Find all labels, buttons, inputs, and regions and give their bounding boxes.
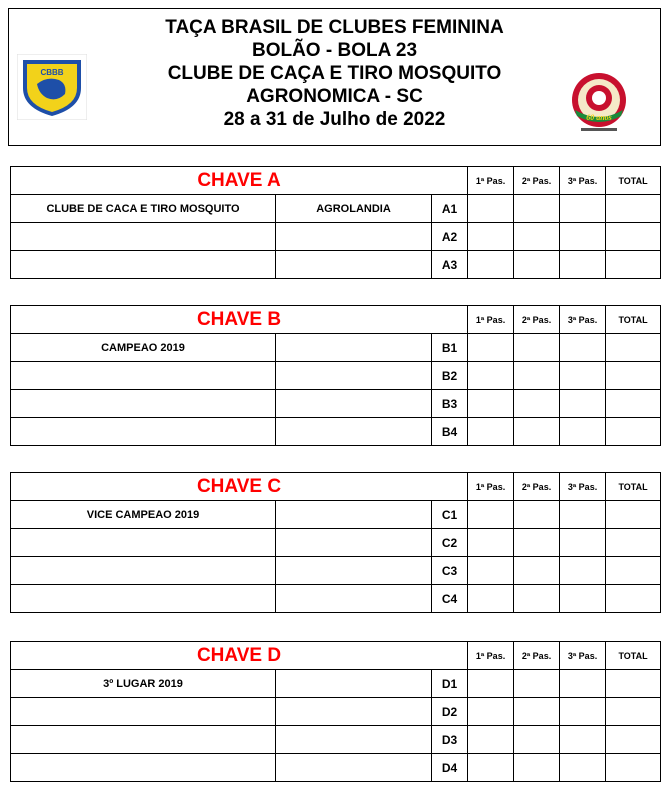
seat-cell: B1 [432, 334, 468, 362]
col-header-1a-pas: 1ª Pas. [468, 306, 514, 334]
col-header-1a-pas: 1ª Pas. [468, 167, 514, 195]
score-cell-2 [514, 418, 560, 446]
score-cell-1 [468, 501, 514, 529]
total-cell [606, 195, 661, 223]
score-cell-2 [514, 698, 560, 726]
city-cell [276, 670, 432, 698]
seat-cell: A2 [432, 223, 468, 251]
city-cell [276, 390, 432, 418]
team-cell: VICE CAMPEAO 2019 [11, 501, 276, 529]
score-cell-3 [560, 195, 606, 223]
seat-cell: B4 [432, 418, 468, 446]
event-dates: 28 a 31 de Julho de 2022 [223, 109, 446, 130]
table-row [11, 670, 661, 698]
table-row [11, 754, 661, 782]
table-row [11, 362, 661, 390]
seat-cell: B3 [432, 390, 468, 418]
score-cell-2 [514, 754, 560, 782]
score-cell-2 [514, 195, 560, 223]
score-cell-3 [560, 418, 606, 446]
total-cell [606, 390, 661, 418]
city-cell [276, 585, 432, 613]
city-cell [276, 334, 432, 362]
score-cell-3 [560, 557, 606, 585]
seat-cell: D2 [432, 698, 468, 726]
score-cell-3 [560, 334, 606, 362]
chave-c-table [10, 472, 661, 613]
col-header-total: TOTAL [606, 306, 661, 334]
score-cell-2 [514, 362, 560, 390]
score-cell-3 [560, 726, 606, 754]
city-cell [276, 362, 432, 390]
seat-cell: C2 [432, 529, 468, 557]
city-cell [276, 557, 432, 585]
score-cell-2 [514, 223, 560, 251]
team-cell [11, 529, 276, 557]
score-cell-1 [468, 334, 514, 362]
total-cell [606, 557, 661, 585]
col-header-1a-pas: 1ª Pas. [468, 473, 514, 501]
score-cell-1 [468, 557, 514, 585]
score-cell-2 [514, 557, 560, 585]
event-title: TAÇA BRASIL DE CLUBES FEMININA [165, 17, 504, 38]
total-cell [606, 726, 661, 754]
table-row [11, 585, 661, 613]
score-cell-2 [514, 670, 560, 698]
team-cell [11, 726, 276, 754]
score-cell-3 [560, 223, 606, 251]
seat-cell: A1 [432, 195, 468, 223]
team-cell: 3º LUGAR 2019 [11, 670, 276, 698]
score-cell-3 [560, 698, 606, 726]
table-row [11, 529, 661, 557]
total-cell [606, 529, 661, 557]
col-header-3a-pas: 3ª Pas. [560, 473, 606, 501]
table-row [11, 501, 661, 529]
club-anniversary-logo [565, 70, 633, 134]
table-row [11, 390, 661, 418]
city-cell [276, 251, 432, 279]
table-row [11, 726, 661, 754]
chave-d-title: CHAVE D [11, 642, 468, 670]
team-cell [11, 698, 276, 726]
score-cell-1 [468, 418, 514, 446]
team-cell: CAMPEAO 2019 [11, 334, 276, 362]
seat-cell: D3 [432, 726, 468, 754]
city-cell [276, 754, 432, 782]
total-cell [606, 501, 661, 529]
score-cell-2 [514, 726, 560, 754]
col-header-2a-pas: 2ª Pas. [514, 306, 560, 334]
score-cell-1 [468, 223, 514, 251]
team-cell: CLUBE DE CACA E TIRO MOSQUITO [11, 195, 276, 223]
total-cell [606, 251, 661, 279]
event-venue: CLUBE DE CAÇA E TIRO MOSQUITO [167, 63, 502, 84]
col-header-total: TOTAL [606, 473, 661, 501]
team-cell [11, 754, 276, 782]
total-cell [606, 698, 661, 726]
col-header-2a-pas: 2ª Pas. [514, 642, 560, 670]
col-header-2a-pas: 2ª Pas. [514, 167, 560, 195]
total-cell [606, 362, 661, 390]
score-cell-2 [514, 529, 560, 557]
col-header-total: TOTAL [606, 642, 661, 670]
chave-d-table [10, 641, 661, 782]
score-cell-3 [560, 362, 606, 390]
score-cell-1 [468, 670, 514, 698]
total-cell [606, 754, 661, 782]
cbbb-logo-text: CBBB [40, 68, 64, 77]
event-city: AGRONOMICA - SC [246, 86, 423, 107]
score-cell-1 [468, 698, 514, 726]
chave-c-title: CHAVE C [11, 473, 468, 501]
city-cell [276, 418, 432, 446]
city-cell [276, 698, 432, 726]
score-cell-1 [468, 585, 514, 613]
city-cell [276, 529, 432, 557]
team-cell [11, 418, 276, 446]
city-cell [276, 223, 432, 251]
team-cell [11, 390, 276, 418]
score-cell-1 [468, 195, 514, 223]
score-cell-1 [468, 726, 514, 754]
chave-b-title: CHAVE B [11, 306, 468, 334]
seat-cell: A3 [432, 251, 468, 279]
score-cell-2 [514, 585, 560, 613]
seat-cell: C3 [432, 557, 468, 585]
score-cell-3 [560, 529, 606, 557]
table-row [11, 418, 661, 446]
seat-cell: C4 [432, 585, 468, 613]
col-header-2a-pas: 2ª Pas. [514, 473, 560, 501]
score-cell-2 [514, 334, 560, 362]
chave-a-title: CHAVE A [11, 167, 468, 195]
team-cell [11, 251, 276, 279]
col-header-total: TOTAL [606, 167, 661, 195]
seat-cell: D4 [432, 754, 468, 782]
anniversary-logo-text: 60 anos [586, 113, 612, 122]
score-cell-3 [560, 670, 606, 698]
score-cell-1 [468, 390, 514, 418]
seat-cell: B2 [432, 362, 468, 390]
table-row [11, 251, 661, 279]
table-row [11, 223, 661, 251]
total-cell [606, 418, 661, 446]
table-row [11, 698, 661, 726]
col-header-3a-pas: 3ª Pas. [560, 642, 606, 670]
table-row [11, 334, 661, 362]
team-cell [11, 362, 276, 390]
city-cell [276, 501, 432, 529]
score-cell-2 [514, 501, 560, 529]
city-cell: AGROLANDIA [276, 195, 432, 223]
score-cell-1 [468, 251, 514, 279]
team-cell [11, 585, 276, 613]
score-cell-3 [560, 501, 606, 529]
score-cell-3 [560, 754, 606, 782]
col-header-3a-pas: 3ª Pas. [560, 306, 606, 334]
score-cell-2 [514, 251, 560, 279]
col-header-3a-pas: 3ª Pas. [560, 167, 606, 195]
total-cell [606, 670, 661, 698]
table-row [11, 195, 661, 223]
table-row [11, 557, 661, 585]
score-cell-1 [468, 529, 514, 557]
team-cell [11, 557, 276, 585]
total-cell [606, 585, 661, 613]
cbbb-logo [17, 54, 87, 120]
col-header-1a-pas: 1ª Pas. [468, 642, 514, 670]
seat-cell: D1 [432, 670, 468, 698]
score-cell-3 [560, 251, 606, 279]
chave-b-table [10, 305, 661, 446]
chave-a-table [10, 166, 661, 279]
score-cell-3 [560, 390, 606, 418]
event-header [8, 8, 661, 146]
score-cell-1 [468, 754, 514, 782]
total-cell [606, 334, 661, 362]
score-cell-2 [514, 390, 560, 418]
seat-cell: C1 [432, 501, 468, 529]
score-cell-3 [560, 585, 606, 613]
city-cell [276, 726, 432, 754]
event-subtitle: BOLÃO - BOLA 23 [251, 40, 418, 61]
total-cell [606, 223, 661, 251]
score-cell-1 [468, 362, 514, 390]
team-cell [11, 223, 276, 251]
